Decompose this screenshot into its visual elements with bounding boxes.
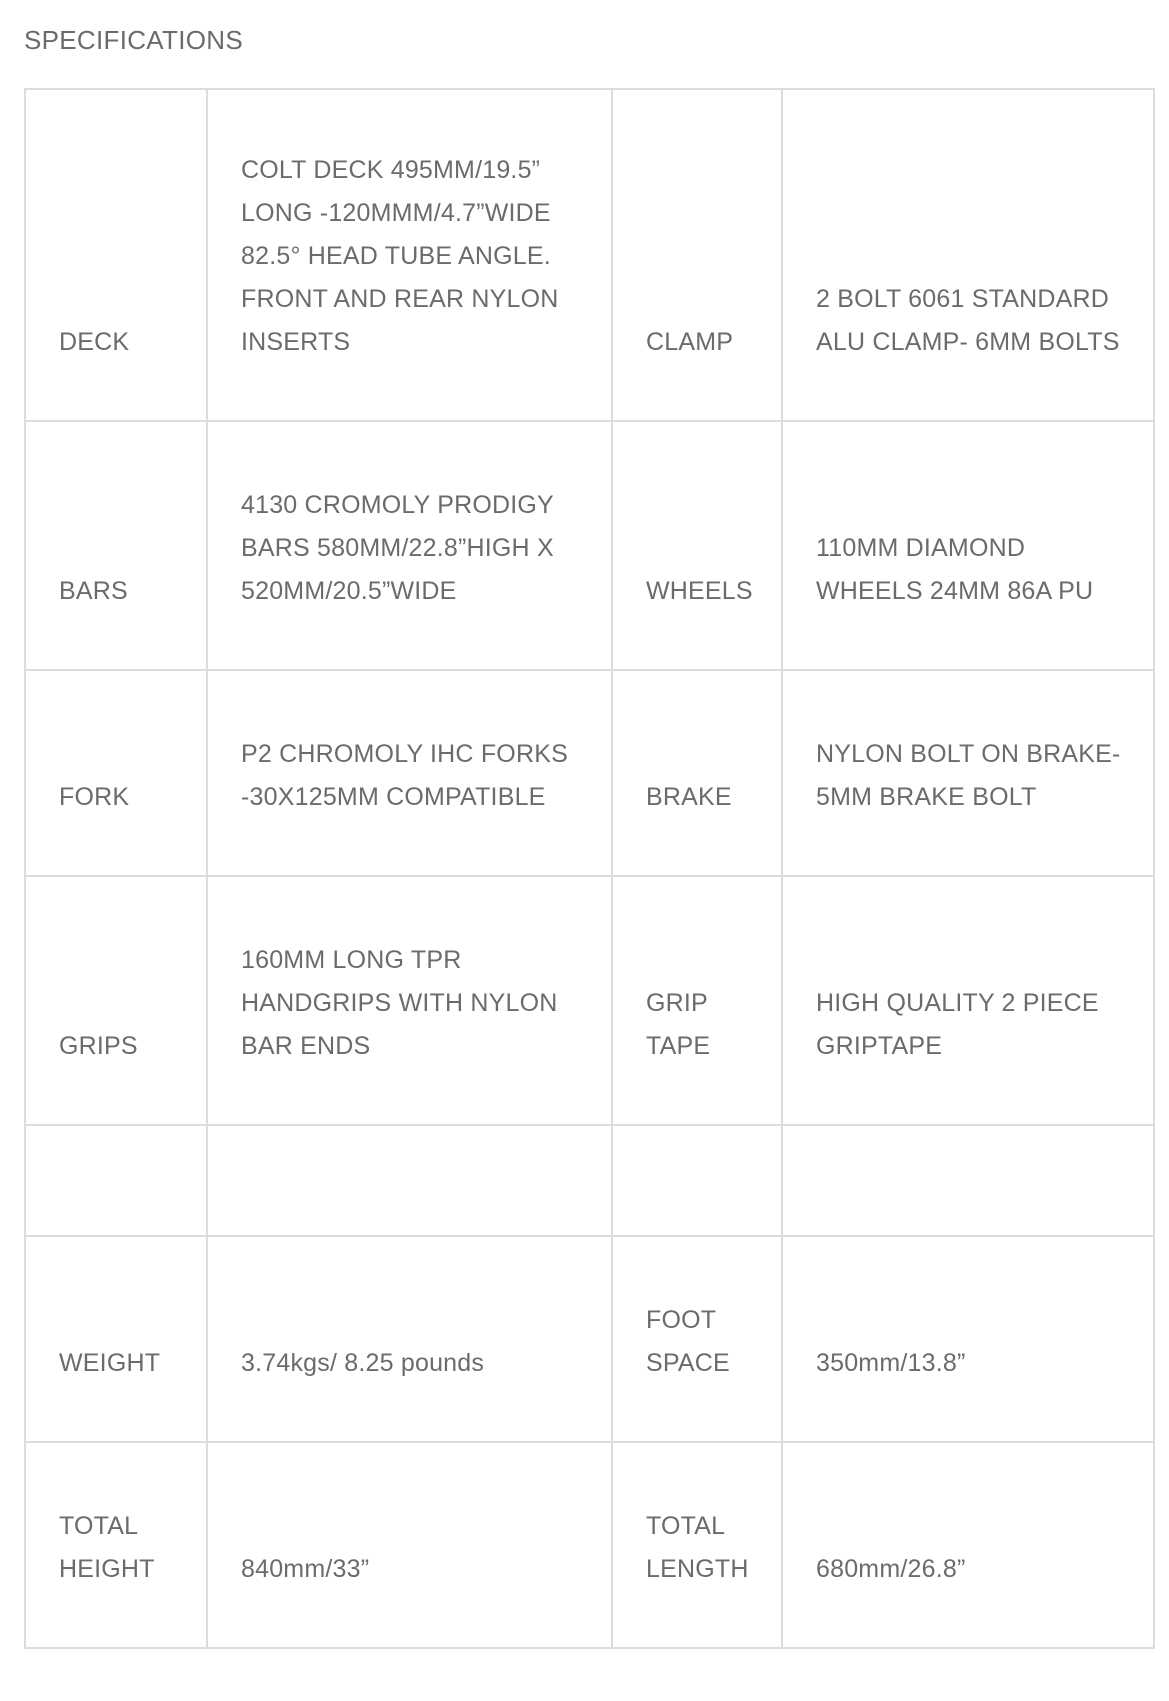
table-row: [25, 1442, 1154, 1648]
spec-value: 350mm/13.8”: [782, 1236, 1154, 1442]
spec-value: 2 BOLT 6061 STANDARD ALU CLAMP- 6MM BOLTS: [782, 89, 1154, 421]
spec-value: 840mm/33”: [207, 1442, 612, 1648]
spec-label: BARS: [25, 421, 207, 670]
table-row: [25, 89, 1154, 421]
spec-value: [782, 1125, 1154, 1236]
spec-label: WEIGHT: [25, 1236, 207, 1442]
spec-value: COLT DECK 495MM/19.5” LONG -120MMM/4.7”WIDE 82.5° HEAD TUBE ANGLE. FRONT AND REAR NYLON INSERTS: [207, 89, 612, 421]
spec-label: [612, 1125, 782, 1236]
spec-value: NYLON BOLT ON BRAKE- 5MM BRAKE BOLT: [782, 670, 1154, 876]
spec-value: 680mm/26.8”: [782, 1442, 1154, 1648]
spec-label: TOTAL LENGTH: [612, 1442, 782, 1648]
spec-value: 3.74kgs/ 8.25 pounds: [207, 1236, 612, 1442]
spec-value: P2 CHROMOLY IHC FORKS -30X125MM COMPATIBLE: [207, 670, 612, 876]
table-row: [25, 421, 1154, 670]
spec-label: FOOT SPACE: [612, 1236, 782, 1442]
spec-label: DECK: [25, 89, 207, 421]
spec-label: GRIPS: [25, 876, 207, 1125]
page-title: SPECIFICATIONS: [24, 25, 243, 55]
table-row: [25, 1236, 1154, 1442]
spec-label: FORK: [25, 670, 207, 876]
spec-label: GRIP TAPE: [612, 876, 782, 1125]
spec-value: HIGH QUALITY 2 PIECE GRIPTAPE: [782, 876, 1154, 1125]
table-row: [25, 1125, 1154, 1236]
spec-label: [25, 1125, 207, 1236]
table-row: [25, 876, 1154, 1125]
spec-value: [207, 1125, 612, 1236]
specifications-table: [24, 88, 1155, 1649]
spec-label: BRAKE: [612, 670, 782, 876]
spec-label: WHEELS: [612, 421, 782, 670]
spec-label: CLAMP: [612, 89, 782, 421]
table-row: [25, 670, 1154, 876]
spec-value: 4130 CROMOLY PRODIGY BARS 580MM/22.8”HIGH X 520MM/20.5”WIDE: [207, 421, 612, 670]
spec-label: TOTAL HEIGHT: [25, 1442, 207, 1648]
spec-value: 110MM DIAMOND WHEELS 24MM 86A PU: [782, 421, 1154, 670]
spec-value: 160MM LONG TPR HANDGRIPS WITH NYLON BAR ENDS: [207, 876, 612, 1125]
